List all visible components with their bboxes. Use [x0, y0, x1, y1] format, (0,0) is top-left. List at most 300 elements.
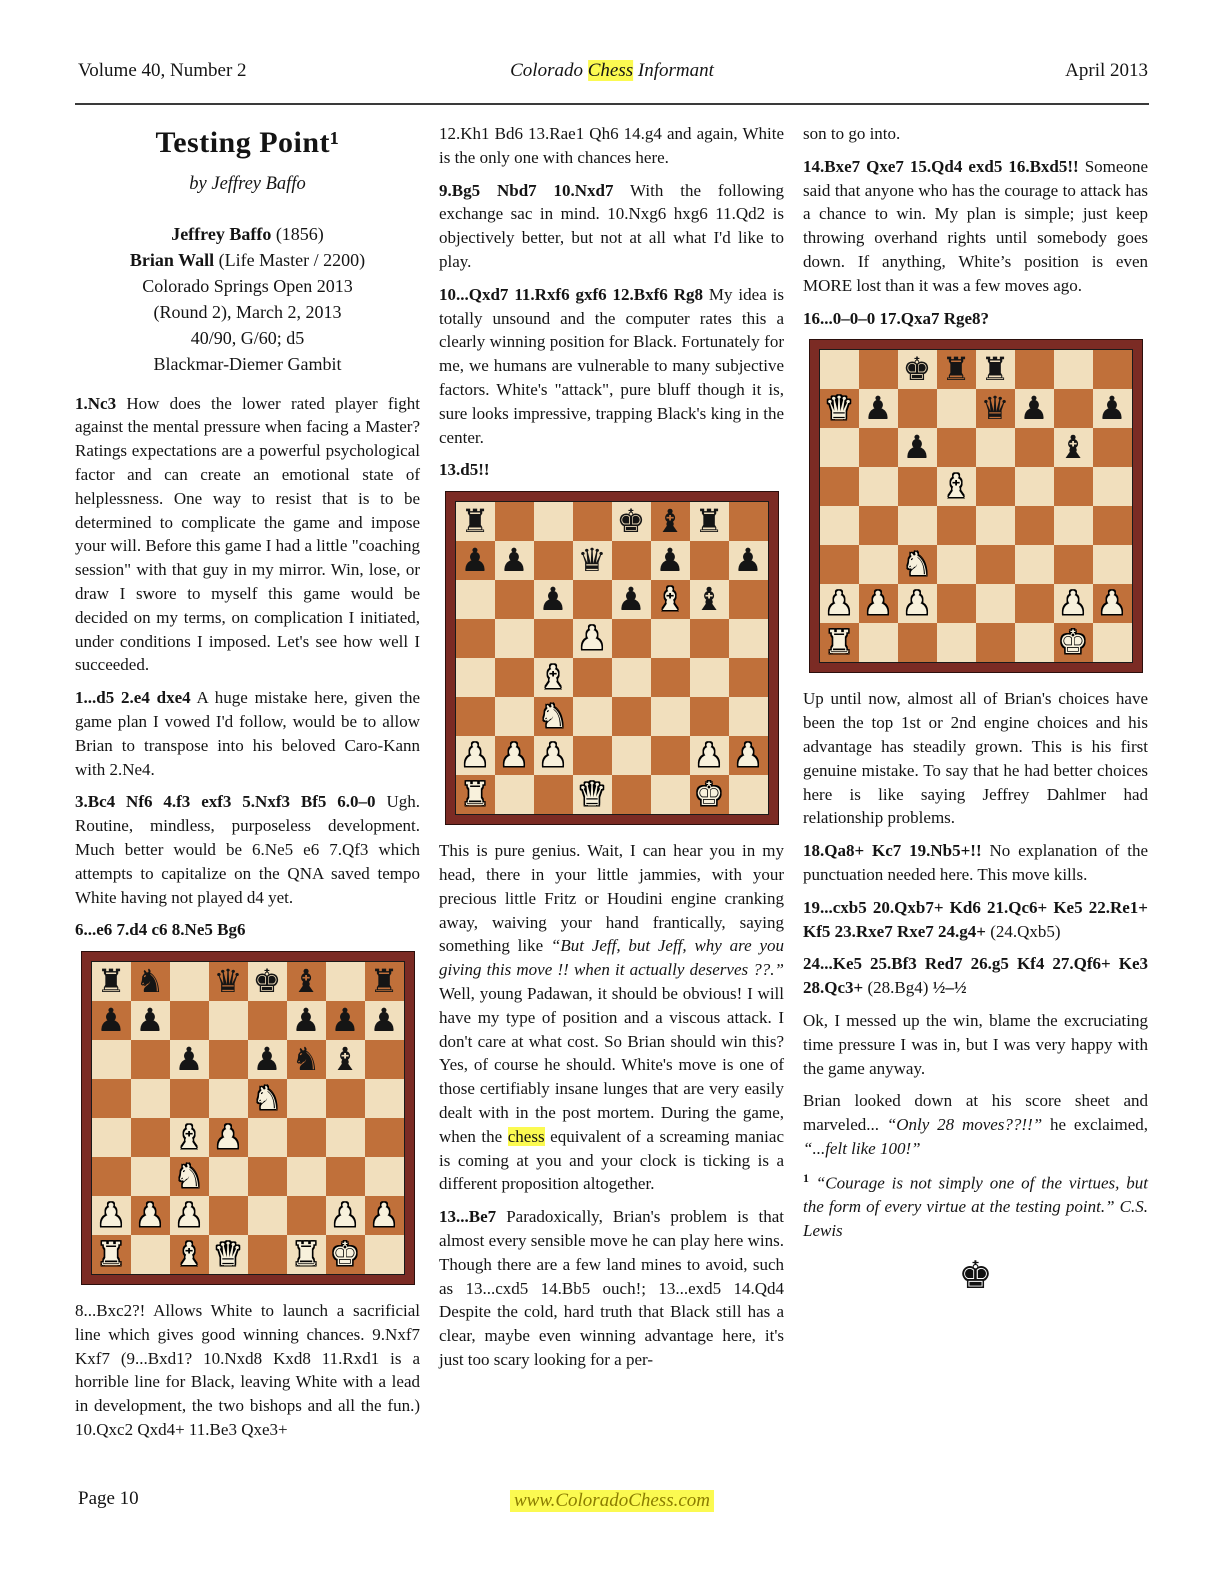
- game-header-line: [75, 273, 420, 299]
- square-b6: [495, 580, 534, 619]
- square-g7: [1054, 389, 1093, 428]
- chess-board: [819, 349, 1133, 663]
- square-d2: [209, 1196, 248, 1235]
- text-run: “Only 28 moves??!!”: [886, 1115, 1043, 1135]
- square-c6: [170, 1040, 209, 1079]
- text-run: Well, young Padawan, it should be obvious! I will have my type of position and a viscous attack. I don't care at what cost. So Brian should win this? Yes, of course he should. White's move is one of those certifiably insane lunges that are very easily dealt with in the post mortem. During the game, when the: [439, 983, 784, 1146]
- square-g6: [1054, 428, 1093, 467]
- square-a8: [92, 962, 131, 1001]
- square-h1: [729, 775, 768, 814]
- square-c3: [898, 545, 937, 584]
- square-f4: [287, 1118, 326, 1157]
- square-e5: [612, 619, 651, 658]
- black-rook-icon: ♜: [369, 962, 399, 1001]
- square-c2: [534, 736, 573, 775]
- square-c6: [534, 580, 573, 619]
- white-bishop-icon: ♝: [941, 467, 971, 506]
- page-number: Page 10: [78, 1488, 139, 1509]
- square-h6: [365, 1040, 404, 1079]
- square-f2: [651, 736, 690, 775]
- text-run: No explanation of the punctuation needed here. This move kills.: [803, 841, 1148, 884]
- square-b8: [859, 350, 898, 389]
- game-header-line: [75, 299, 420, 325]
- game-header-line: [75, 247, 420, 273]
- square-a4: [820, 506, 859, 545]
- text-run: 1: [803, 1170, 809, 1185]
- square-b5: [495, 619, 534, 658]
- square-a1: [820, 623, 859, 662]
- square-e1: [248, 1235, 287, 1274]
- square-c4: [898, 506, 937, 545]
- paragraph: [803, 1089, 1148, 1160]
- text-run: Ok, I messed up the win, blame the excruciating time pressure I was in, but I was very happy with the game anyway.: [803, 1010, 1148, 1078]
- square-d8: [937, 350, 976, 389]
- highlighted-word: chess: [507, 1126, 545, 1146]
- square-f3: [1015, 545, 1054, 584]
- column-3: [803, 122, 1148, 1297]
- text-run: “But Jeff, but Jeff, why are you giving this move !! when it actually deserves ??.”: [439, 936, 784, 980]
- text-run: 24...Ke5 25.Bf3 Red7 26.g5 Kf4 27.Qf6+ Ke3 28.Qc3+: [803, 954, 1148, 998]
- white-rook-icon: ♜: [460, 775, 490, 814]
- square-c3: [534, 697, 573, 736]
- square-d7: [209, 1001, 248, 1040]
- square-h8: [365, 962, 404, 1001]
- square-a8: [820, 350, 859, 389]
- square-c8: [898, 350, 937, 389]
- paragraph: [75, 686, 420, 781]
- square-a5: [456, 619, 495, 658]
- square-d1: [209, 1235, 248, 1274]
- square-e4: [612, 658, 651, 697]
- square-c1: [170, 1235, 209, 1274]
- square-b7: [131, 1001, 170, 1040]
- text-run: How does the lower rated player fight against the mental pressure when facing a Master? Ratings expectations are a powerful psychological factor and can create an emotional state of helplessness. One way to resist that is to be determined to complicate the game and impose your will. Before this game I had a little "coaching session" with that guy in my mirror. Win, lose, or draw I swore to myself this game would be decided on my terms, on complication I initiated, under conditions I imposed. Let's see how well I succeeded.: [75, 393, 420, 675]
- paragraph: [439, 458, 784, 482]
- black-pawn-icon: ♟: [538, 580, 568, 619]
- square-b8: [131, 962, 170, 1001]
- square-e8: [248, 962, 287, 1001]
- article-byline: by Jeffrey Baffo: [189, 174, 306, 194]
- black-rook-icon: ♜: [460, 502, 490, 541]
- square-d8: [573, 502, 612, 541]
- paragraph: [803, 1009, 1148, 1080]
- square-d6: [573, 580, 612, 619]
- text-run: Jeffrey Baffo: [171, 224, 272, 244]
- square-d4: [209, 1118, 248, 1157]
- square-d1: [573, 775, 612, 814]
- square-e3: [976, 545, 1015, 584]
- square-b5: [859, 467, 898, 506]
- square-e1: [612, 775, 651, 814]
- square-d5: [209, 1079, 248, 1118]
- square-b3: [495, 697, 534, 736]
- square-h3: [1093, 545, 1132, 584]
- square-a7: [92, 1001, 131, 1040]
- square-b3: [859, 545, 898, 584]
- square-c4: [170, 1118, 209, 1157]
- square-h4: [729, 658, 768, 697]
- white-knight-icon: ♞: [538, 697, 568, 736]
- square-c1: [898, 623, 937, 662]
- square-g1: [690, 775, 729, 814]
- square-g2: [690, 736, 729, 775]
- text-run: 19...cxb5 20.Qxb7+ Kd6 21.Qc6+ Ke5 22.Re1+ Kf5 23.Rxe7 Rxe7 24.g4+: [803, 897, 1148, 941]
- square-b1: [131, 1235, 170, 1274]
- chess-board: [455, 501, 769, 815]
- text-run: he exclaimed,: [1042, 1115, 1148, 1135]
- square-a6: [92, 1040, 131, 1079]
- square-f4: [1015, 506, 1054, 545]
- white-pawn-icon: ♟: [538, 736, 568, 775]
- text-run: “Courage is not simply one of the virtues, but the form of every virtue at the testing point.” C.S. Lewis: [803, 1173, 1148, 1240]
- paragraph: [75, 392, 420, 678]
- square-f6: [287, 1040, 326, 1079]
- square-f5: [651, 619, 690, 658]
- text-run: son to go into.: [803, 124, 901, 143]
- text-run: equivalent of a screaming maniac is coming at you and your clock is ticking is a different proposition altogether.: [439, 1126, 784, 1194]
- text-run: ½–½: [932, 978, 967, 998]
- text-run: Up until now, almost all of Brian's choices have been the top 1st or 2nd engine choices and his advantage has steadily grown. This is his first genuine mistake. To say that he had better choices here is like saying Jeffrey Dahlmer had relationship problems.: [803, 689, 1148, 828]
- paragraph: [439, 122, 784, 170]
- square-b1: [495, 775, 534, 814]
- text-run: [809, 1173, 816, 1192]
- white-bishop-icon: ♝: [174, 1118, 204, 1157]
- header-volume-number: Volume 40, Number 2: [78, 60, 247, 81]
- square-g2: [326, 1196, 365, 1235]
- text-run: Ugh. Routine, mindless, purposeless development. Much better would be 6.Ne5 e6 7.Qf3 which attempts to capitalize on the QNA saved tempo White having not played d4 yet.: [75, 792, 420, 907]
- text-run: (Round 2), March 2, 2013: [153, 302, 342, 323]
- square-c7: [534, 541, 573, 580]
- square-a4: [456, 658, 495, 697]
- square-e6: [976, 428, 1015, 467]
- square-c5: [534, 619, 573, 658]
- square-d8: [209, 962, 248, 1001]
- square-e3: [248, 1157, 287, 1196]
- text-run: Brian Wall: [129, 250, 215, 271]
- black-bishop-icon: ♝: [655, 502, 685, 541]
- square-f2: [1015, 584, 1054, 623]
- header-issue-date: April 2013: [1065, 60, 1148, 81]
- text-run: 13...Be7: [439, 1207, 497, 1227]
- square-e6: [248, 1040, 287, 1079]
- white-bishop-icon: ♝: [538, 658, 568, 697]
- website-link[interactable]: www.ColoradoChess.com: [510, 1490, 714, 1512]
- end-of-article-king-icon: ♚: [958, 1252, 993, 1297]
- square-b2: [495, 736, 534, 775]
- square-g8: [326, 962, 365, 1001]
- square-d7: [937, 389, 976, 428]
- black-pawn-icon: ♟: [460, 541, 490, 580]
- square-e7: [612, 541, 651, 580]
- white-queen-icon: ♛: [824, 389, 854, 428]
- square-b7: [495, 541, 534, 580]
- text-run: 3.Bc4 Nf6 4.f3 exf3 5.Nxf3 Bf5 6.0–0: [75, 792, 376, 812]
- square-g3: [1054, 545, 1093, 584]
- square-c1: [534, 775, 573, 814]
- square-f8: [1015, 350, 1054, 389]
- black-knight-icon: ♞: [135, 962, 165, 1001]
- journal-title-highlighted-word: Chess: [587, 60, 634, 81]
- white-pawn-icon: ♟: [96, 1196, 126, 1235]
- square-b8: [495, 502, 534, 541]
- text-run: 18.Qa8+ Kc7 19.Nb5+!!: [803, 841, 982, 861]
- square-d3: [573, 697, 612, 736]
- paragraph: [439, 839, 784, 1196]
- text-run: Brian looked down at his score sheet and marveled...: [803, 1091, 1148, 1135]
- white-pawn-icon: ♟: [1097, 584, 1127, 623]
- square-g5: [690, 619, 729, 658]
- white-pawn-icon: ♟: [135, 1196, 165, 1235]
- square-f2: [287, 1196, 326, 1235]
- square-g8: [1054, 350, 1093, 389]
- square-g4: [690, 658, 729, 697]
- square-f3: [287, 1157, 326, 1196]
- square-h4: [1093, 506, 1132, 545]
- black-king-icon: ♚: [252, 962, 282, 1001]
- white-king-icon: ♚: [330, 1235, 360, 1274]
- square-d6: [209, 1040, 248, 1079]
- column-1: [75, 122, 420, 1451]
- square-b2: [131, 1196, 170, 1235]
- square-b6: [131, 1040, 170, 1079]
- text-run: My idea is totally unsound and the computer rates this a clearly winning position for Black. Fortunately for me, we humans are vulnerable to many subjective factors. White's "attack", pure bluff though it is, sure looks impressive, trapping Black's king in the center.: [439, 284, 784, 447]
- square-d2: [937, 584, 976, 623]
- header-divider-rule: [75, 103, 1149, 105]
- paragraph: [803, 896, 1148, 944]
- square-g7: [326, 1001, 365, 1040]
- square-a2: [456, 736, 495, 775]
- square-c2: [898, 584, 937, 623]
- article-title: Testing Point¹: [155, 126, 340, 159]
- black-pawn-icon: ♟: [655, 541, 685, 580]
- square-g6: [326, 1040, 365, 1079]
- white-pawn-icon: ♟: [174, 1196, 204, 1235]
- black-pawn-icon: ♟: [369, 1001, 399, 1040]
- square-d3: [937, 545, 976, 584]
- white-rook-icon: ♜: [824, 623, 854, 662]
- square-h7: [365, 1001, 404, 1040]
- square-a3: [820, 545, 859, 584]
- square-b4: [859, 506, 898, 545]
- square-e6: [612, 580, 651, 619]
- white-pawn-icon: ♟: [330, 1196, 360, 1235]
- square-g3: [326, 1157, 365, 1196]
- square-e3: [612, 697, 651, 736]
- journal-title-pre: Colorado: [510, 60, 588, 81]
- text-run: A huge mistake here, given the game plan I vowed I'd follow, would be to allow Brian to transpose into his beloved Caro-Kann with 2.Ne4.: [75, 688, 420, 779]
- black-bishop-icon: ♝: [291, 962, 321, 1001]
- square-b6: [859, 428, 898, 467]
- text-run: 8...Bxc2?! Allows White to launch a sacrificial line which gives good winning chances. 9.Nxf7 Kxf7 (9...Bxd1? 10.Nxd8 Kxd8 11.Rxd1 is a horrible line for Black, leaving White with a lead in development, the two bishops and all the fun.) 10.Qxc2 Qxd4+ 11.Be3 Qxe3+: [75, 1301, 420, 1440]
- square-c6: [898, 428, 937, 467]
- square-g5: [326, 1079, 365, 1118]
- white-pawn-icon: ♟: [1058, 584, 1088, 623]
- paragraph: [803, 687, 1148, 830]
- square-f8: [651, 502, 690, 541]
- text-run: 1.Nc3: [75, 393, 117, 413]
- white-queen-icon: ♛: [577, 775, 607, 814]
- black-bishop-icon: ♝: [330, 1040, 360, 1079]
- square-g1: [326, 1235, 365, 1274]
- white-pawn-icon: ♟: [733, 736, 763, 775]
- text-run: 14.Bxe7 Qxe7 15.Qd4 exd5 16.Bxd5!!: [803, 156, 1079, 176]
- square-h5: [1093, 467, 1132, 506]
- square-a3: [92, 1157, 131, 1196]
- white-pawn-icon: ♟: [824, 584, 854, 623]
- paragraph: [75, 918, 420, 942]
- black-pawn-icon: ♟: [863, 389, 893, 428]
- white-king-icon: ♚: [1058, 623, 1088, 662]
- square-g4: [326, 1118, 365, 1157]
- square-h4: [365, 1118, 404, 1157]
- white-pawn-icon: ♟: [694, 736, 724, 775]
- square-c5: [170, 1079, 209, 1118]
- white-knight-icon: ♞: [174, 1157, 204, 1196]
- square-e4: [976, 506, 1015, 545]
- game-header: [75, 221, 420, 378]
- square-a7: [456, 541, 495, 580]
- black-pawn-icon: ♟: [499, 541, 529, 580]
- black-bishop-icon: ♝: [1058, 428, 1088, 467]
- square-a2: [92, 1196, 131, 1235]
- black-pawn-icon: ♟: [291, 1001, 321, 1040]
- black-queen-icon: ♛: [980, 389, 1010, 428]
- square-e7: [248, 1001, 287, 1040]
- text-run: 13.d5!!: [439, 460, 490, 480]
- square-h6: [729, 580, 768, 619]
- square-f8: [287, 962, 326, 1001]
- text-run: (24.Qxb5): [985, 921, 1061, 941]
- square-h8: [729, 502, 768, 541]
- square-d7: [573, 541, 612, 580]
- square-a6: [820, 428, 859, 467]
- column-2: [439, 122, 784, 1381]
- white-pawn-icon: ♟: [213, 1118, 243, 1157]
- square-g3: [690, 697, 729, 736]
- square-b4: [495, 658, 534, 697]
- square-b2: [859, 584, 898, 623]
- black-pawn-icon: ♟: [174, 1040, 204, 1079]
- paragraph: [75, 1299, 420, 1442]
- white-king-icon: ♚: [694, 775, 724, 814]
- square-h2: [365, 1196, 404, 1235]
- game-header-line: [75, 325, 420, 351]
- white-pawn-icon: ♟: [863, 584, 893, 623]
- white-pawn-icon: ♟: [499, 736, 529, 775]
- white-pawn-icon: ♟: [369, 1196, 399, 1235]
- square-f1: [287, 1235, 326, 1274]
- paragraph: [439, 1205, 784, 1372]
- black-rook-icon: ♜: [96, 962, 126, 1001]
- square-h1: [1093, 623, 1132, 662]
- paragraph: [439, 283, 784, 450]
- square-f6: [651, 580, 690, 619]
- black-pawn-icon: ♟: [902, 428, 932, 467]
- square-a7: [820, 389, 859, 428]
- game-header-line: [75, 221, 420, 247]
- text-run: Blackmar-Diemer Gambit: [153, 354, 342, 375]
- white-queen-icon: ♛: [213, 1235, 243, 1274]
- square-a8: [456, 502, 495, 541]
- square-b4: [131, 1118, 170, 1157]
- text-run: Colorado Springs Open 2013: [142, 276, 353, 297]
- square-e2: [976, 584, 1015, 623]
- square-h8: [1093, 350, 1132, 389]
- square-e4: [248, 1118, 287, 1157]
- square-h2: [1093, 584, 1132, 623]
- square-h3: [365, 1157, 404, 1196]
- square-f3: [651, 697, 690, 736]
- square-h5: [729, 619, 768, 658]
- square-c5: [898, 467, 937, 506]
- black-rook-icon: ♜: [694, 502, 724, 541]
- black-queen-icon: ♛: [577, 541, 607, 580]
- square-e2: [248, 1196, 287, 1235]
- square-a5: [92, 1079, 131, 1118]
- square-h2: [729, 736, 768, 775]
- white-bishop-icon: ♝: [655, 580, 685, 619]
- square-e5: [248, 1079, 287, 1118]
- black-pawn-icon: ♟: [330, 1001, 360, 1040]
- header-journal-title: [510, 60, 714, 82]
- square-a5: [820, 467, 859, 506]
- game-header-line: [75, 351, 420, 377]
- square-a6: [456, 580, 495, 619]
- text-run: With the following exchange sac in mind. 10.Nxg6 hxg6 11.Qd2 is objectively better, but not at all what I'd like to play.: [439, 180, 784, 271]
- white-pawn-icon: ♟: [902, 584, 932, 623]
- square-a1: [456, 775, 495, 814]
- square-a2: [820, 584, 859, 623]
- square-g8: [690, 502, 729, 541]
- square-g2: [1054, 584, 1093, 623]
- square-h6: [1093, 428, 1132, 467]
- chess-board-frame: [809, 339, 1143, 673]
- journal-title-post: Informant: [633, 60, 714, 81]
- text-run: 1...d5 2.e4 dxe4: [75, 688, 191, 708]
- square-e2: [612, 736, 651, 775]
- text-run: (Life Master / 2200): [214, 250, 366, 271]
- square-e8: [612, 502, 651, 541]
- chess-diagram-2: [445, 491, 779, 825]
- black-queen-icon: ♛: [213, 962, 243, 1001]
- square-c4: [534, 658, 573, 697]
- black-pawn-icon: ♟: [1097, 389, 1127, 428]
- square-f4: [651, 658, 690, 697]
- square-e7: [976, 389, 1015, 428]
- text-run: (1856): [271, 224, 324, 244]
- square-c7: [170, 1001, 209, 1040]
- square-b1: [859, 623, 898, 662]
- square-b7: [859, 389, 898, 428]
- text-run: (28.Bg4): [863, 978, 933, 998]
- square-h7: [729, 541, 768, 580]
- paragraph: [803, 122, 1148, 146]
- square-f1: [651, 775, 690, 814]
- black-king-icon: ♚: [616, 502, 646, 541]
- square-d1: [937, 623, 976, 662]
- square-h7: [1093, 389, 1132, 428]
- black-pawn-icon: ♟: [252, 1040, 282, 1079]
- black-pawn-icon: ♟: [96, 1001, 126, 1040]
- square-d6: [937, 428, 976, 467]
- black-pawn-icon: ♟: [1019, 389, 1049, 428]
- square-e5: [976, 467, 1015, 506]
- chess-diagram-1: [81, 951, 415, 1285]
- square-g6: [690, 580, 729, 619]
- paragraph: [803, 307, 1148, 331]
- black-rook-icon: ♜: [980, 350, 1010, 389]
- text-run: “...felt like 100!”: [803, 1138, 921, 1158]
